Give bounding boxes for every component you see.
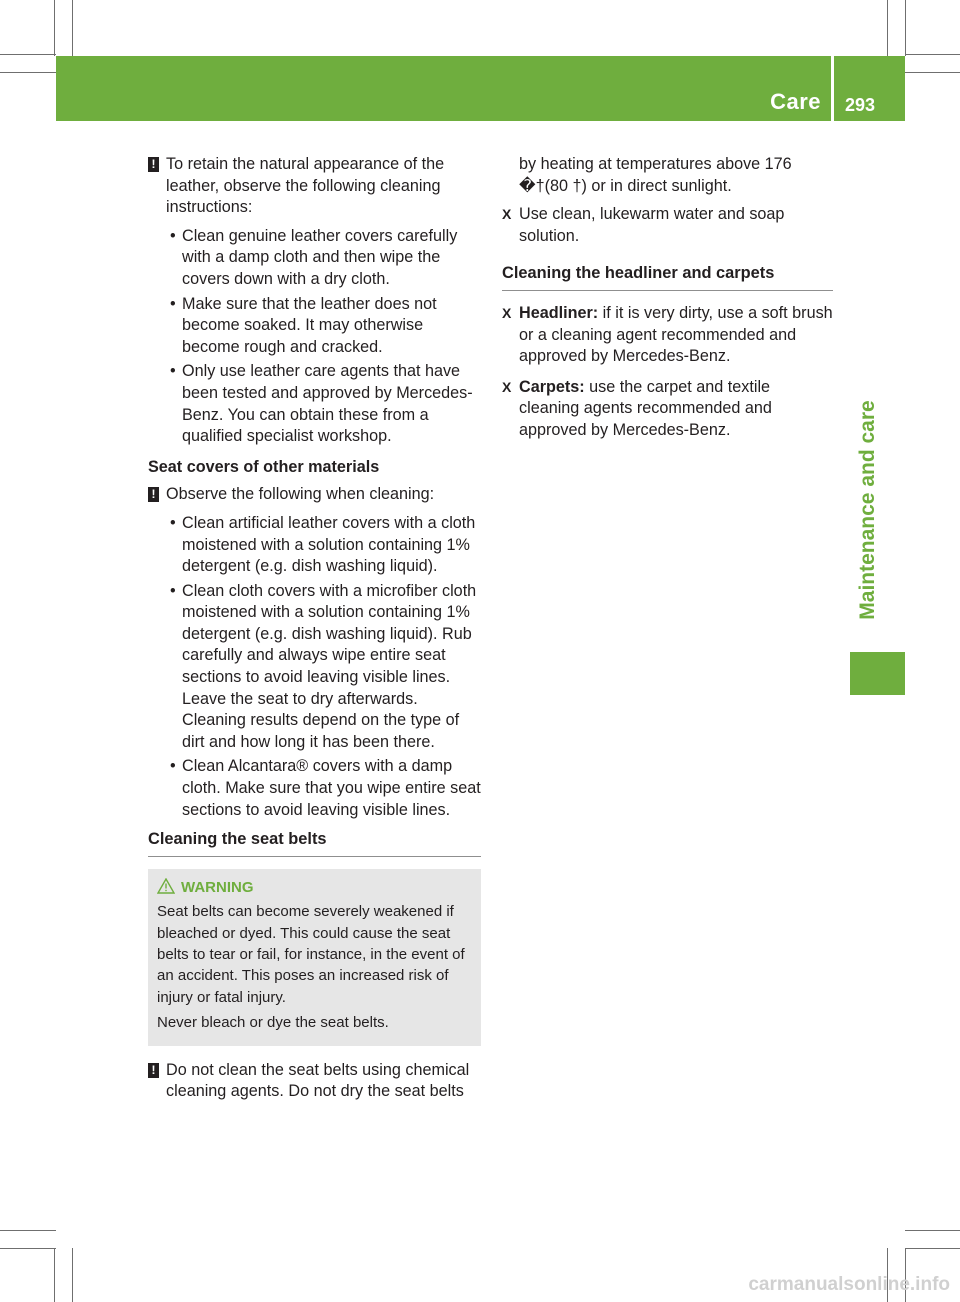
crop-mark <box>887 0 888 56</box>
left-column <box>148 154 481 1110</box>
side-tab-label: Maintenance and care <box>856 400 879 620</box>
list-item: • Clean cloth covers with a microfiber cloth moistened with a solution containing 1% detergent (e.g. dish washing liquid). Rub carefully and always wipe entire seat sections to avoid leaving visible lines. Leave the seat to dry afterwards. Cleaning results depend on the type of dirt and how long it has been there. <box>182 581 481 754</box>
list-item: • Only use leather care agents that have been tested and approved by Mercedes-Benz. You can obtain these from a qualified specialist workshop. <box>182 361 481 447</box>
crop-mark <box>0 1230 56 1231</box>
notice-text: To retain the natural appearance of the leather, observe the following cleaning instructions: <box>166 155 445 217</box>
action-body: use the carpet and textile cleaning agents recommended and approved by Mercedes-Benz. <box>519 377 772 439</box>
crop-mark <box>54 1248 55 1302</box>
crop-mark <box>905 1248 960 1249</box>
action-text <box>519 303 833 368</box>
notice-text: Observe the following when cleaning: <box>166 485 435 504</box>
subheading: Seat covers of other materials <box>148 457 380 476</box>
warning-title <box>157 877 471 898</box>
arrow-right-icon: X <box>502 378 512 395</box>
bullet-list <box>148 513 481 821</box>
bullet-list <box>148 226 481 448</box>
action-step <box>502 303 833 368</box>
crop-mark <box>905 54 960 55</box>
warning-triangle-icon <box>157 878 175 894</box>
warning-text: Never bleach or dye the seat belts. <box>157 1014 389 1032</box>
crop-mark <box>905 1230 960 1231</box>
action-step <box>502 377 833 442</box>
section-title: Care <box>770 89 821 114</box>
crop-mark <box>905 72 960 73</box>
notice <box>148 154 481 219</box>
crop-mark <box>72 1248 73 1302</box>
notice <box>148 484 481 506</box>
action-body: if it is very dirty, use a soft brush or a cleaning agent recommended and approved by Mercedes-Benz. <box>519 303 833 366</box>
watermark: carmanualsonline.info <box>748 1274 950 1295</box>
arrow-right-icon: X <box>502 304 512 321</box>
action-term: Headliner: <box>519 303 599 322</box>
right-column <box>502 154 833 451</box>
warning-label: WARNING <box>181 878 254 896</box>
action-term: Carpets: <box>519 377 585 396</box>
warning-text: Seat belts can become severely weakened if bleached or dyed. This could cause the seat belts to tear or fail, for instance, in the event of an accident. This poses an increased risk of injury or fatal injury. <box>157 903 465 1006</box>
side-tab <box>850 380 886 640</box>
crop-mark <box>0 72 56 73</box>
header-divider <box>831 56 834 121</box>
section-heading: Cleaning the headliner and carpets <box>502 263 833 291</box>
list-item: • Clean artificial leather covers with a cloth moistened with a solution containing 1% detergent (e.g. dish washing liquid). <box>182 513 481 578</box>
notice <box>148 1060 481 1103</box>
list-item: • Make sure that the leather does not become soaked. It may otherwise become rough and cracked. <box>182 294 481 359</box>
arrow-right-icon: X <box>502 206 512 223</box>
crop-mark <box>54 0 55 56</box>
crop-mark <box>905 0 906 56</box>
action-text <box>519 377 833 442</box>
page-number: 293 <box>845 95 876 115</box>
action-text: Use clean, lukewarm water and soap solution. <box>519 205 785 245</box>
exclamation-icon: ! <box>148 1063 159 1078</box>
crop-mark <box>0 1248 56 1249</box>
list-item: • Clean Alcantara® covers with a damp cloth. Make sure that you wipe entire seat sections to avoid leaving visible lines. <box>182 756 481 821</box>
notice-text: Do not clean the seat belts using chemical cleaning agents. Do not dry the seat belts <box>166 1060 470 1101</box>
action-step <box>502 204 833 247</box>
side-tab-block <box>850 652 905 695</box>
section-heading: Cleaning the seat belts <box>148 829 481 857</box>
exclamation-icon: ! <box>148 487 159 502</box>
warning-box <box>148 869 481 1046</box>
list-item: • Clean genuine leather covers carefully with a damp cloth and then wipe the covers down with a dry cloth. <box>182 226 481 291</box>
continuation-text: by heating at temperatures above 176 �†(80 †) or in direct sunlight. <box>519 155 792 195</box>
crop-mark <box>0 54 56 55</box>
crop-mark <box>72 0 73 56</box>
exclamation-icon: ! <box>148 157 159 172</box>
